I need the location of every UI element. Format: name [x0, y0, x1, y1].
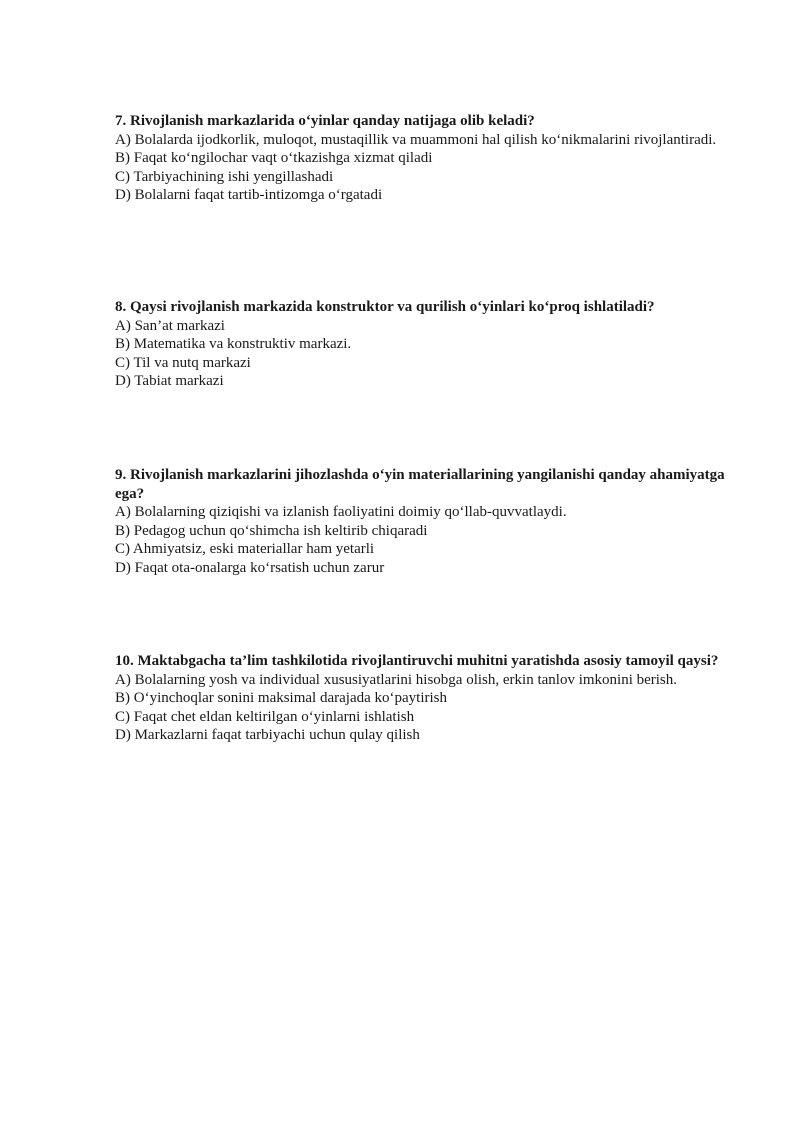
answer-option-d: D) Bolalarni faqat tartib-intizomga o‘rgatadi: [115, 187, 383, 203]
question-7: [115, 112, 725, 205]
question-10: [115, 652, 725, 745]
answer-option-c: C) Ahmiyatsiz, eski materiallar ham yetarli: [115, 541, 375, 557]
answer-option-d: D) Markazlarni faqat tarbiyachi uchun qulay qilish: [115, 727, 420, 743]
answer-option-c: C) Til va nutq markazi: [115, 354, 251, 371]
question-title: 7. Rivojlanish markazlarida o‘yinlar qanday natijaga olib keladi?: [115, 113, 535, 129]
answer-option-d: D) Tabiat markazi: [115, 373, 224, 389]
answer-option-c: C) Faqat chet eldan keltirilgan o‘yinlarni ishlatish: [115, 708, 415, 725]
question-title: 8. Qaysi rivojlanish markazida konstruktor va qurilish o‘yinlari ko‘proq ishlatiladi?: [115, 299, 655, 315]
answer-option-b: B) Faqat ko‘ngilochar vaqt o‘tkazishga xizmat qiladi: [115, 150, 433, 166]
answer-option-c: C) Tarbiyachining ishi yengillashadi: [115, 168, 334, 185]
answer-option-d: D) Faqat ota-onalarga ko‘rsatish uchun zarur: [115, 559, 385, 576]
answer-option-b: B) Pedagog uchun qo‘shimcha ish keltirib chiqaradi: [115, 522, 428, 539]
question-title: 10. Maktabgacha ta’lim tashkilotida rivojlantiruvchi muhitni yaratishda asosiy tamoyil qaysi?: [115, 653, 719, 669]
question-8: [115, 298, 725, 391]
question-title: 9. Rivojlanish markazlarini jihozlashda o‘yin materiallarining yangilanishi qanday ahamiyatga ega?: [115, 467, 725, 502]
question-9: [115, 466, 725, 577]
answer-option-a: A) Bolalarning yosh va individual xususiyatlarini hisobga olish, erkin tanlov imkonini berish.: [115, 671, 678, 688]
answer-option-a: A) Bolalarning qiziqishi va izlanish faoliyatini doimiy qo‘llab-quvvatlaydi.: [115, 504, 567, 520]
answer-option-b: B) Matematika va konstruktiv markazi.: [115, 336, 352, 352]
answer-option-b: B) O‘yinchoqlar sonini maksimal darajada ko‘paytirish: [115, 690, 447, 706]
answer-option-a: A) Bolalarda ijodkorlik, muloqot, mustaqillik va muammoni hal qilish ko‘nikmalarini rivojlantiradi.: [115, 131, 717, 148]
answer-option-a: A) San’at markazi: [115, 317, 225, 334]
